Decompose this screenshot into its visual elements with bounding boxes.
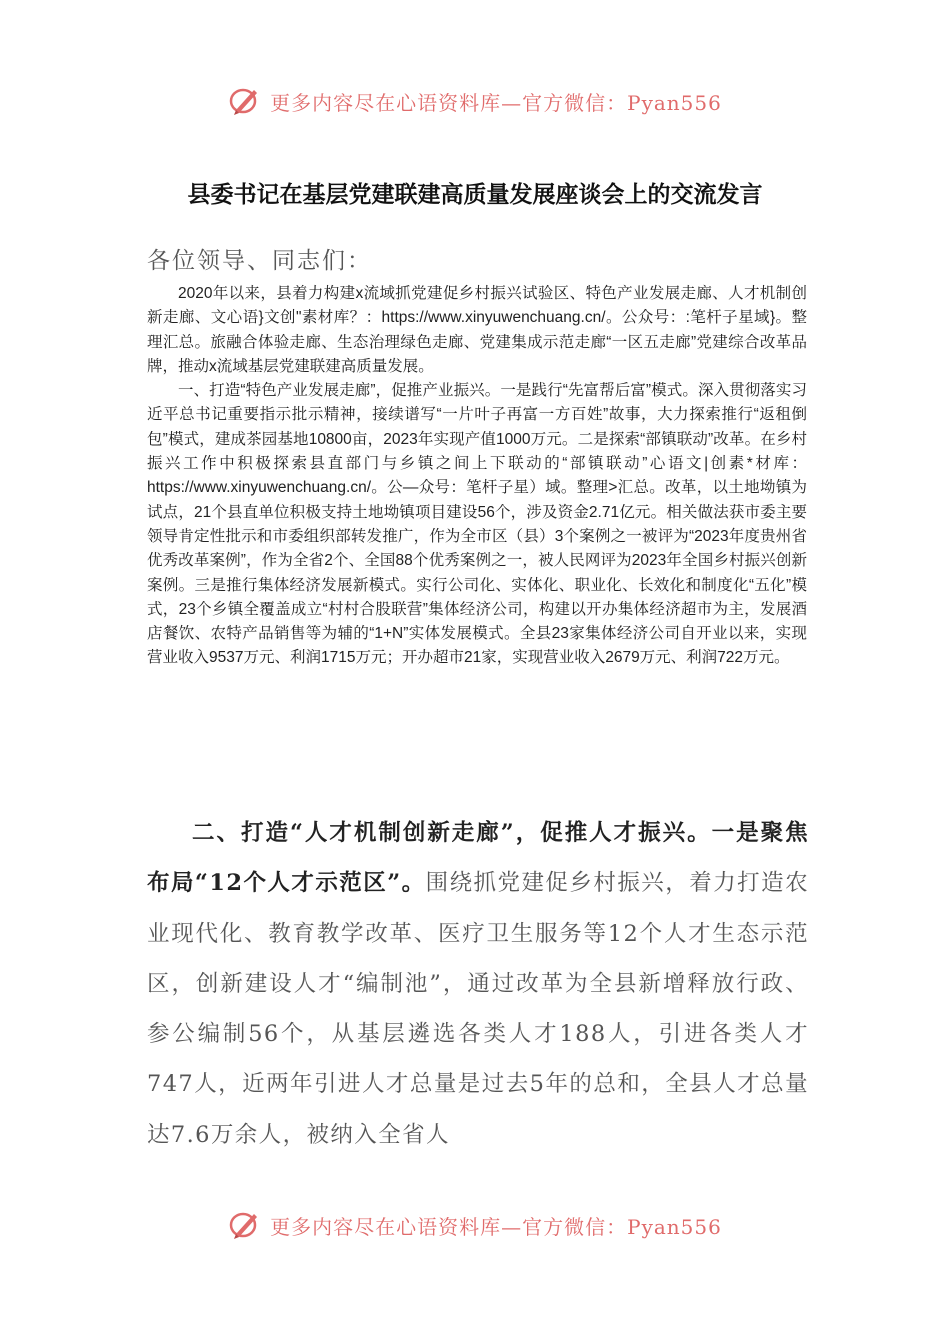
intro-section — [147, 282, 807, 671]
section-2 — [147, 808, 809, 1160]
pen-logo-icon — [228, 1210, 262, 1240]
watermark-header — [0, 86, 950, 116]
paragraph-section-2 — [147, 808, 809, 1160]
salutation: 各位领导、同志们： — [147, 248, 372, 274]
pen-logo-icon — [228, 86, 262, 116]
watermark-text: 更多内容尽在心语资料库—官方微信：Pyan556 — [270, 1214, 722, 1239]
section-2-heading: 二、打造“人才机制创新走廊”，促推人才振兴。一是聚焦布局“12个人才示范区”。 — [147, 820, 809, 897]
watermark-text: 更多内容尽在心语资料库—官方微信：Pyan556 — [270, 90, 722, 115]
page-title: 县委书记在基层党建联建高质量发展座谈会上的交流发言 — [187, 181, 763, 208]
watermark-footer — [0, 1210, 950, 1240]
paragraph-intro: 2020年以来，县着力构建x流域抓党建促乡村振兴试验区、特色产业发展走廊、人才机制创新走廊、文心语}文创"素材库？：https://www.xinyuwenchuang.cn/。公众号：:笔杆子星域}。整理汇总。旅融合体验走廊、生态治理绿色走廊、党建集成示范走廊“一区五走廊”党建综合改革品牌，推动x流域基层党建联建高质量发展。 — [147, 285, 807, 375]
section-2-body: 围绕抓党建促乡村振兴，着力打造农业现代化、教育教学改革、医疗卫生服务等12个人才生态示范区，创新建设人才“编制池”，通过改革为全县新增释放行政、参公编制56个，从基层遴选各类人才188人，引进各类人才747人，近两年引进人才总量是过去5年的总和，全县人才总量达7.6万余人，被纳入全省人 — [147, 870, 809, 1148]
paragraph-section-1: 一、打造“特色产业发展走廊”，促推产业振兴。一是践行“先富帮后富”模式。深入贯彻落实习近平总书记重要指示批示精神，接续谱写“一片叶子再富一方百姓”故事，大力探索推行“返租倒包”模式，建成茶园基地10800亩，2023年实现产值1000万元。二是探索“部镇联动”改革。在乡村振兴工作中积极探索县直部门与乡镇之间上下联动的“部镇联动”心语文|创素*材库：https://www.xinyuwenchuang.cn/。公—众号：笔杆子星）域。整理>汇总。改革，以土地坳镇为试点，21个县直单位积极支持土地坳镇项目建设56个，涉及资金2.71亿元。相关做法获市委主要领导肯定性批示和市委组织部转发推广，作为全市区（县）3个案例之一被评为“2023年度贵州省优秀改革案例”，作为全省2个、全国88个优秀案例之一，被人民网评为2023年全国乡村振兴创新案例。三是推行集体经济发展新模式。实行公司化、实体化、职业化、长效化和制度化“五化”模式，23个乡镇全覆盖成立“村村合股联营”集体经济公司，构建以开办集体经济超市为主，发展酒店餐饮、农特产品销售等为辅的“1+N”实体发展模式。全县23家集体经济公司自开业以来，实现营业收入9537万元、利润1715万元；开办超市21家，实现营业收入2679万元、利润722万元。 — [147, 382, 807, 667]
